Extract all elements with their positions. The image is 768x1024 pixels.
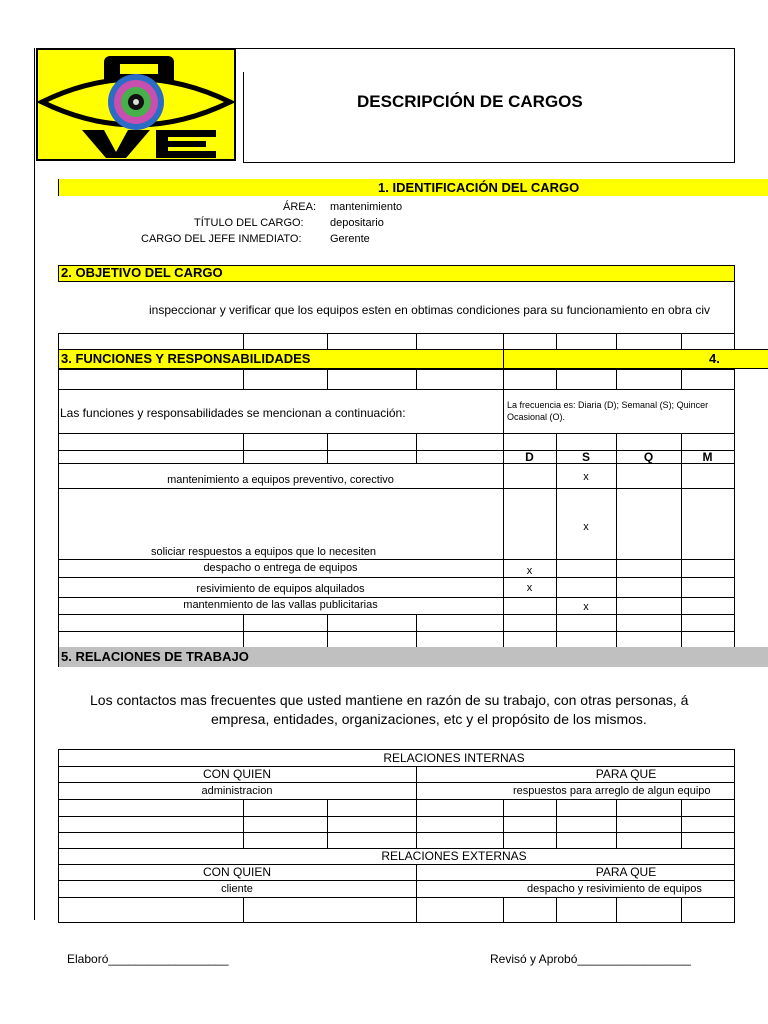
function-row-1: mantenimiento a equipos preventivo, corectivo bbox=[167, 474, 394, 486]
frequency-note-line1: La frecuencia es: Diaria (D); Semanal (S); Quincer bbox=[507, 400, 709, 410]
internal-para-que-header: PARA QUE bbox=[595, 767, 657, 781]
objective-text: inspeccionar y verificar que los equipos esten en obtimas condiciones para su funcionamiento en obra civ bbox=[149, 303, 710, 317]
function-row-2: soliciar respuestos a equipos que lo necesiten bbox=[151, 546, 377, 558]
company-logo bbox=[36, 48, 236, 161]
function-row-3: despacho o entrega de equipos bbox=[203, 562, 358, 574]
frequency-note-line2: Ocasional (O). bbox=[507, 412, 566, 422]
job-title-value: depositario bbox=[330, 217, 384, 229]
external-para-value: despacho y resivimiento de equipos bbox=[527, 883, 702, 895]
row5-s-mark: x bbox=[583, 601, 589, 613]
job-title-label: TÍTULO DEL CARGO: bbox=[194, 217, 304, 229]
internal-para-value: respuestos para arreglo de algun equipo bbox=[513, 785, 711, 797]
page-title: DESCRIPCIÓN DE CARGOS bbox=[357, 92, 583, 111]
row4-d-mark: x bbox=[526, 582, 533, 594]
internal-con-quien-header: CON QUIEN bbox=[202, 767, 271, 781]
eye-cd-logo-icon bbox=[38, 50, 234, 159]
section3-heading: 3. FUNCIONES Y RESPONSABILIDADES bbox=[61, 351, 311, 366]
area-label: ÁREA: bbox=[283, 201, 317, 213]
function-row-5: mantenmiento de las vallas publicitarias bbox=[183, 599, 378, 611]
reviso-signature-line: Revisó y Aprobó_________________ bbox=[490, 952, 691, 966]
col-header-m: M bbox=[702, 450, 713, 464]
section4-heading: 4. bbox=[709, 351, 720, 366]
internal-relations-title: RELACIONES INTERNAS bbox=[383, 751, 525, 765]
section2-heading: 2. OBJETIVO DEL CARGO bbox=[61, 265, 223, 280]
external-quien-value: cliente bbox=[221, 883, 253, 895]
col-header-s: S bbox=[581, 450, 590, 464]
elaboro-signature-line: Elaboró__________________ bbox=[67, 952, 229, 966]
internal-quien-value: administracion bbox=[201, 785, 273, 797]
relations-intro-line2: empresa, entidades, organizaciones, etc y el propósito de los mismos. bbox=[211, 711, 647, 727]
row2-s-mark: x bbox=[583, 521, 589, 533]
functions-intro: Las funciones y responsabilidades se mencionan a continuación: bbox=[60, 406, 406, 420]
col-header-q: Q bbox=[643, 450, 654, 464]
section1-heading: 1. IDENTIFICACIÓN DEL CARGO bbox=[378, 180, 580, 195]
boss-value: Gerente bbox=[330, 233, 370, 245]
col-header-d: D bbox=[525, 450, 534, 464]
external-relations-title: RELACIONES EXTERNAS bbox=[381, 849, 527, 863]
relations-intro-line1: Los contactos mas frecuentes que usted mantiene en razón de su trabajo, con otras personas, á bbox=[90, 692, 689, 708]
boss-label: CARGO DEL JEFE INMEDIATO: bbox=[141, 233, 302, 245]
function-row-4: resivimiento de equipos alquilados bbox=[196, 583, 365, 595]
row1-s-mark: x bbox=[583, 471, 589, 483]
section5-heading: 5. RELACIONES DE TRABAJO bbox=[61, 649, 249, 664]
row3-d-mark: x bbox=[526, 565, 533, 577]
external-con-quien-header: CON QUIEN bbox=[202, 865, 271, 879]
external-para-que-header: PARA QUE bbox=[595, 865, 657, 879]
area-value: mantenimiento bbox=[330, 201, 403, 213]
